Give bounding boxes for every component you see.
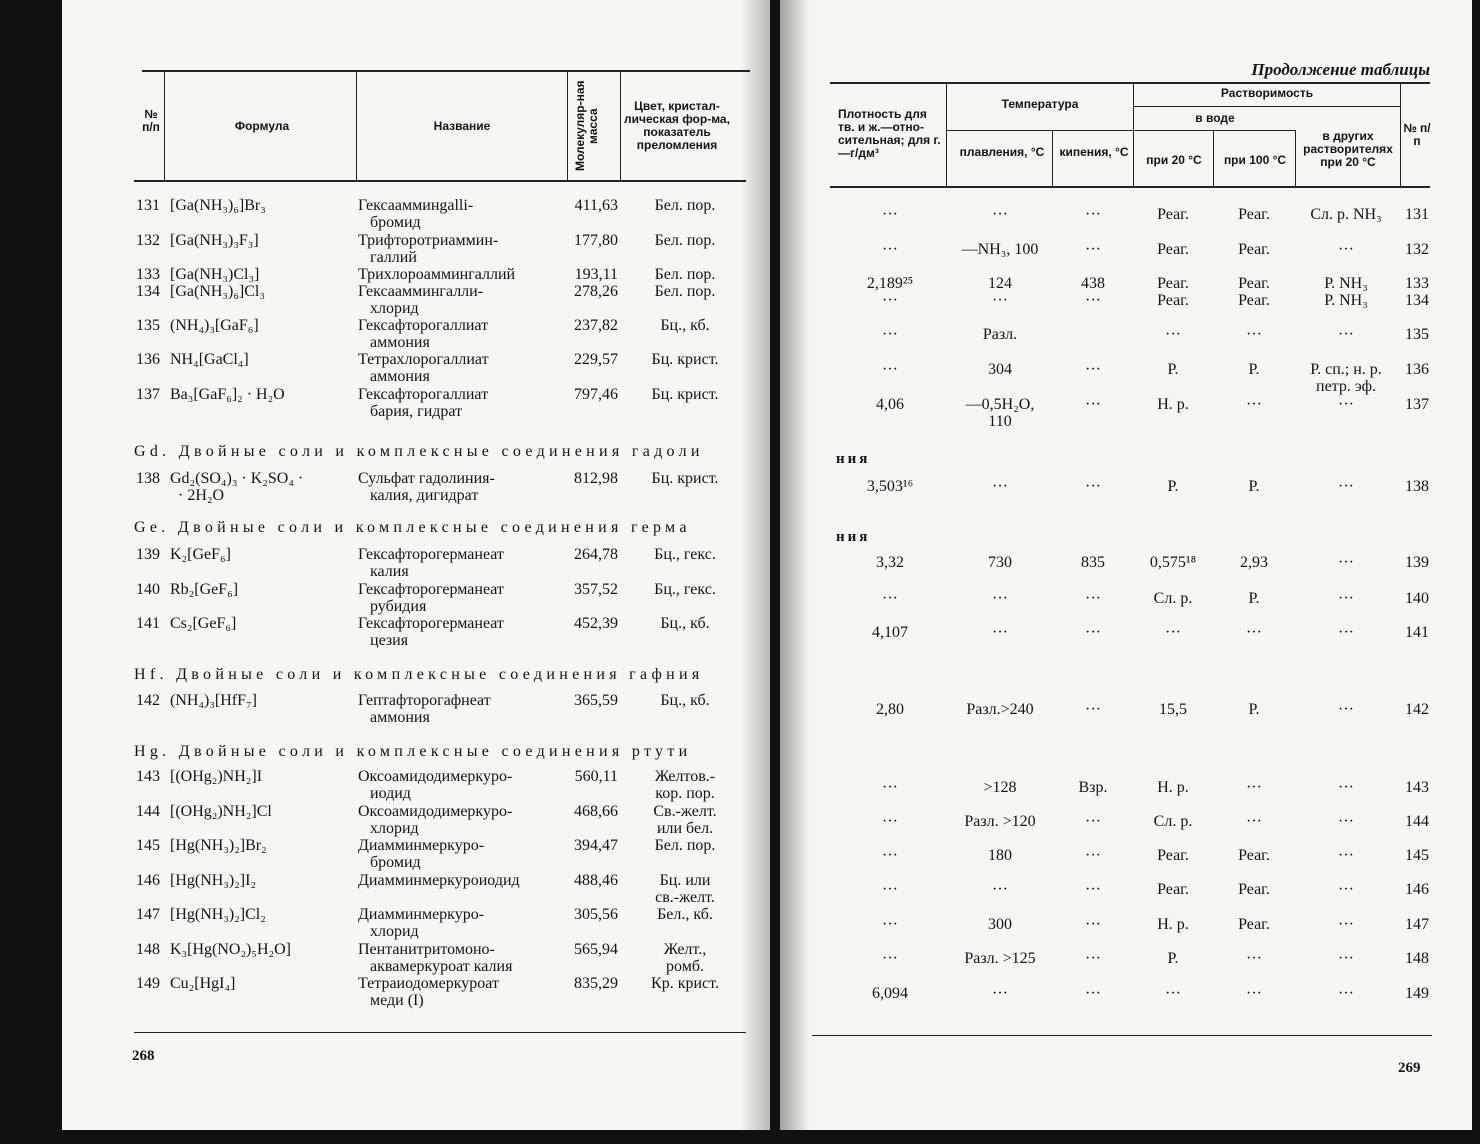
header-other-solvents: в других растворителях при 20 °C [1303,129,1393,169]
name-cell: Диамминмеркуро- хлорид [358,906,485,940]
mass-cell: 305,56 [574,906,618,923]
row-number: 149 [1405,985,1429,1002]
color-cell: Бц., кб. [660,615,710,632]
density-cell: ··· [882,779,898,796]
row-number: 135 [1405,326,1429,343]
name-cell: Гексафторогерманеат цезия [358,615,504,649]
formula-cell: Rb₂[GeF₆] [170,581,239,598]
density-cell: 4,06 [876,396,904,413]
melting-cell: Разл.>240 [966,701,1034,718]
mass-cell: 357,52 [574,581,618,598]
boiling-cell: ··· [1085,916,1101,933]
right-page [780,0,1472,1130]
name-cell: Трихлороаммингаллий [358,266,516,283]
other-solvents-cell: ··· [1338,881,1354,898]
row-number: 147 [136,906,160,923]
name-cell: Трифторотриаммин- галлий [358,232,499,266]
other-solvents-cell: ··· [1338,590,1354,607]
mass-cell: 565,94 [574,941,618,958]
header-at-20: при 20 °C [1146,153,1202,167]
other-solvents-cell: ··· [1338,326,1354,343]
header-num: № п/п [142,107,160,134]
boiling-cell: ··· [1085,206,1101,223]
density-cell: 4,107 [872,624,908,641]
header-formula: Формула [234,119,290,133]
header-at-100: при 100 °C [1223,153,1287,167]
melting-cell: ··· [992,478,1008,495]
color-cell: Бц. крист. [651,470,719,487]
other-solvents-cell: ··· [1338,624,1354,641]
solubility-20-cell: Реаг. [1157,275,1189,292]
solubility-20-cell: 0,575¹⁸ [1149,554,1197,571]
name-cell: Тетрахлорогаллиат аммония [358,351,489,385]
solubility-100-cell: Реаг. [1238,241,1270,258]
color-cell: Кр. крист. [651,975,719,992]
row-number: 138 [1405,478,1429,495]
boiling-cell: ··· [1085,950,1101,967]
melting-cell: ··· [992,590,1008,607]
solubility-20-cell: Р. [1167,361,1179,378]
name-cell: Тетраиодомеркуроат меди (I) [358,975,499,1009]
section-tail-gd: ния [836,451,871,467]
solubility-100-cell: ··· [1246,326,1262,343]
color-cell: Бел. пор. [654,283,716,300]
melting-cell: ··· [992,206,1008,223]
boiling-cell: ··· [1085,624,1101,641]
header-name: Название [433,119,491,133]
name-cell: Сульфат гадолиния- калия, дигидрат [358,470,495,504]
boiling-cell: ··· [1085,241,1101,258]
color-cell: Бел. пор. [654,232,716,249]
color-cell: Бел., кб. [657,906,713,923]
row-number: 134 [136,283,160,300]
density-cell: ··· [882,292,898,309]
solubility-100-cell: Реаг. [1238,206,1270,223]
name-cell: Гексафторогаллиат бария, гидрат [358,386,489,420]
density-cell: ··· [882,241,898,258]
boiling-cell: ··· [1085,813,1101,830]
solubility-20-cell: ··· [1165,326,1181,343]
solubility-100-cell: ··· [1246,985,1262,1002]
header-mass: Молекуляр-ная масса [573,80,600,172]
row-number: 131 [136,197,160,214]
name-cell: Оксоамидодимеркуро- иодид [358,768,513,802]
row-number: 134 [1405,292,1429,309]
formula-cell: [Ga(NH₃)₃F₃] [170,232,259,249]
row-number: 149 [136,975,160,992]
density-cell: ··· [882,326,898,343]
header-in-water: в воде [1195,111,1235,125]
mass-cell: 193,11 [574,266,618,283]
mass-cell: 278,26 [574,283,618,300]
other-solvents-cell: Р. NH₃ [1324,275,1368,292]
other-solvents-cell: Р. сп.; н. р. петр. эф. [1310,361,1382,395]
header-solubility: Растворимость [1220,86,1314,100]
formula-cell: [Ga(NH₃)Cl₃] [170,266,260,283]
density-cell: ··· [882,881,898,898]
density-cell: 2,189²⁵ [866,275,914,292]
density-cell: ··· [882,206,898,223]
density-cell: ··· [882,813,898,830]
solubility-100-cell: ··· [1246,396,1262,413]
row-number: 146 [1405,881,1429,898]
mass-cell: 488,46 [574,872,618,889]
mass-cell: 365,59 [574,692,618,709]
section-title-ge: Ge. Двойные соли и комплексные соединения герма [134,519,691,536]
melting-cell: 124 [988,275,1012,292]
color-cell: Бел. пор. [654,266,716,283]
name-cell: Диамминмеркуро- бромид [358,837,485,871]
solubility-100-cell: Реаг. [1238,847,1270,864]
solubility-20-cell: Реаг. [1157,206,1189,223]
melting-cell: —0,5H₂O, 110 [965,396,1035,430]
color-cell: Желтов.- кор. пор. [654,768,716,802]
melting-cell: —NH₃, 100 [961,241,1039,258]
other-solvents-cell: ··· [1338,813,1354,830]
row-number: 133 [1405,275,1429,292]
header-num: № п/п [1403,121,1431,148]
density-cell: 2,80 [876,701,904,718]
color-cell: Бц. крист. [651,386,719,403]
solubility-100-cell: ··· [1246,950,1262,967]
color-cell: Бц., кб. [660,692,710,709]
melting-cell: 730 [988,554,1012,571]
other-solvents-cell: Р. NH₃ [1324,292,1368,309]
formula-cell: [(OHg₂)NH₂]Cl [170,803,272,820]
row-number: 142 [136,692,160,709]
solubility-20-cell: Сл. р. [1153,813,1193,830]
boiling-cell: ··· [1085,361,1101,378]
density-cell: ··· [882,361,898,378]
boiling-cell: ··· [1085,292,1101,309]
melting-cell: >128 [983,779,1017,796]
solubility-20-cell: Н. р. [1157,779,1189,796]
header-boiling: кипения, °C [1059,145,1129,159]
melting-cell: Разл. >120 [964,813,1036,830]
row-number: 138 [136,470,160,487]
other-solvents-cell: Сл. р. NH₃ [1310,206,1382,223]
header-bottom-rule [830,186,1430,188]
mass-cell: 229,57 [574,351,618,368]
row-number: 140 [136,581,160,598]
continuation-label: Продолжение таблицы [1251,60,1430,79]
melting-cell: ··· [992,624,1008,641]
melting-cell: 180 [988,847,1012,864]
gutter-shadow [780,0,810,1130]
melting-cell: ··· [992,292,1008,309]
formula-cell: Cs₂[GeF₆] [170,615,237,632]
table-top-rule [830,82,1430,84]
formula-cell: NH₄[GaCl₄] [170,351,249,368]
solubility-20-cell: ··· [1165,985,1181,1002]
boiling-cell: Взр. [1078,779,1108,796]
color-cell: Св.-желт. или бел. [653,803,717,837]
table-bottom-rule [134,1032,746,1033]
name-cell: Гексаамминgalli- бромид [358,197,474,231]
other-solvents-cell: ··· [1338,241,1354,258]
solubility-20-cell: ··· [1165,624,1181,641]
boiling-cell: ··· [1085,478,1101,495]
row-number: 148 [1405,950,1429,967]
solubility-100-cell: Реаг. [1238,881,1270,898]
mass-cell: 264,78 [574,546,618,563]
formula-cell: K₃[Hg(NO₂)₅H₂O] [170,941,291,958]
name-cell: Гептафторогафнеат аммония [358,692,491,726]
solubility-100-cell: 2,93 [1240,554,1268,571]
density-cell: ··· [882,590,898,607]
row-number: 141 [1405,624,1429,641]
name-cell: Гексафторогерманеат рубидия [358,581,504,615]
solubility-20-cell: 15,5 [1159,701,1187,718]
melting-cell: 304 [988,361,1012,378]
section-tail-ge: ния [836,529,871,545]
row-number: 143 [1405,779,1429,796]
row-number: 137 [136,386,160,403]
solubility-20-cell: Р. [1167,478,1179,495]
formula-cell: Ba₃[GaF₆]₂ · H₂O [170,386,285,403]
section-title-hf: Hf. Двойные соли и комплексные соединения гафния [134,666,704,683]
boiling-cell: ··· [1085,881,1101,898]
boiling-cell: ··· [1085,396,1101,413]
section-title-gd: Gd. Двойные соли и комплексные соединения гадоли [134,443,704,460]
solubility-100-cell: Реаг. [1238,275,1270,292]
melting-cell: ··· [992,985,1008,1002]
left-page [62,0,770,1130]
header-melting: плавления, °C [959,145,1045,159]
formula-cell: (NH₄)₃[HfF₇] [170,692,257,709]
formula-cell: Cu₂[HgI₄] [170,975,236,992]
row-number: 146 [136,872,160,889]
density-cell: 3,503¹⁶ [866,478,914,495]
other-solvents-cell: ··· [1338,985,1354,1002]
color-cell: Бел. пор. [654,197,716,214]
solubility-100-cell: ··· [1246,813,1262,830]
row-number: 139 [1405,554,1429,571]
color-cell: Бел. пор. [654,837,716,854]
solubility-100-cell: Р. [1248,701,1260,718]
solubility-100-cell: Реаг. [1238,916,1270,933]
color-cell: Бц. или св.-желт. [655,872,715,906]
solubility-20-cell: Реаг. [1157,847,1189,864]
row-number: 141 [136,615,160,632]
solubility-20-cell: Реаг. [1157,241,1189,258]
row-number: 136 [1405,361,1429,378]
solubility-20-cell: Реаг. [1157,881,1189,898]
row-number: 142 [1405,701,1429,718]
solubility-100-cell: ··· [1246,624,1262,641]
name-cell: Гексафторогерманеат калия [358,546,504,580]
boiling-cell: ··· [1085,985,1101,1002]
mass-cell: 237,82 [574,317,618,334]
boiling-cell: 438 [1081,275,1105,292]
row-number: 147 [1405,916,1429,933]
row-number: 148 [136,941,160,958]
solubility-20-cell: Н. р. [1157,916,1189,933]
name-cell: Диамминмеркуроиодид [358,872,520,889]
boiling-cell: ··· [1085,701,1101,718]
solubility-20-cell: Сл. р. [1153,590,1193,607]
mass-cell: 452,39 [574,615,618,632]
density-cell: ··· [882,950,898,967]
formula-cell: [Hg(NH₃)₂]I₂ [170,872,257,889]
density-cell: ··· [882,916,898,933]
solubility-100-cell: Реаг. [1238,292,1270,309]
boiling-cell: ··· [1085,847,1101,864]
mass-cell: 177,80 [574,232,618,249]
formula-cell: [Ga(NH₃)₆]Cl₃ [170,283,265,300]
other-solvents-cell: ··· [1338,554,1354,571]
color-cell: Бц. крист. [651,351,719,368]
solubility-100-cell: Р. [1248,478,1260,495]
page-number-left: 268 [132,1048,155,1064]
row-number: 144 [136,803,160,820]
page-number-right: 269 [1398,1060,1421,1076]
other-solvents-cell: ··· [1338,779,1354,796]
color-cell: Бц., гекс. [654,581,716,598]
name-cell: Гексафторогаллиат аммония [358,317,489,351]
melting-cell: Разл. >125 [964,950,1036,967]
mass-cell: 797,46 [574,386,618,403]
row-number: 131 [1405,206,1429,223]
name-cell: Оксоамидодимеркуро- хлорид [358,803,513,837]
mass-cell: 560,11 [574,768,618,785]
formula-cell: [Hg(NH₃)₂]Cl₂ [170,906,266,923]
other-solvents-cell: ··· [1338,701,1354,718]
density-cell: 3,32 [876,554,904,571]
mass-cell: 812,98 [574,470,618,487]
melting-cell: ··· [992,881,1008,898]
melting-cell: Разл. [982,326,1018,343]
mass-cell: 468,66 [574,803,618,820]
row-number: 136 [136,351,160,368]
solubility-20-cell: Реаг. [1157,292,1189,309]
mass-cell: 835,29 [574,975,618,992]
formula-cell: (NH₄)₃[GaF₆] [170,317,259,334]
header-color: Цвет, кристал-лическая фор-ма, показатель преломления [624,99,730,152]
solubility-20-cell: Р. [1167,950,1179,967]
row-number: 132 [1405,241,1429,258]
other-solvents-cell: ··· [1338,916,1354,933]
row-number: 135 [136,317,160,334]
row-number: 145 [1405,847,1429,864]
color-cell: Бц., кб. [660,317,710,334]
table-top-rule [142,70,750,72]
formula-cell: [Ga(NH₃)₆]Br₃ [170,197,266,214]
header-temperature: Температура [1001,97,1079,111]
color-cell: Бц., гекс. [654,546,716,563]
row-number: 132 [136,232,160,249]
name-cell: Гексааммингалли- хлорид [358,283,484,317]
formula-cell: [(OHg₂)NH₂]I [170,768,263,785]
boiling-cell: ··· [1085,590,1101,607]
formula-cell: [Hg(NH₃)₂]Br₂ [170,837,267,854]
other-solvents-cell: ··· [1338,478,1354,495]
solubility-20-cell: Н. р. [1157,396,1189,413]
color-cell: Желт., ромб. [663,941,707,975]
mass-cell: 394,47 [574,837,618,854]
row-number: 143 [136,768,160,785]
solubility-100-cell: Р. [1248,361,1260,378]
solubility-100-cell: Р. [1248,590,1260,607]
boiling-cell: 835 [1081,554,1105,571]
density-cell: 6,094 [872,985,908,1002]
row-number: 139 [136,546,160,563]
row-number: 137 [1405,396,1429,413]
solubility-100-cell: ··· [1246,779,1262,796]
row-number: 144 [1405,813,1429,830]
mass-cell: 411,63 [574,197,618,214]
other-solvents-cell: ··· [1338,847,1354,864]
formula-cell: Gd₂(SO₄)₃ · K₂SO₄ · · 2H₂O [170,470,304,504]
table-bottom-rule [812,1035,1432,1036]
row-number: 145 [136,837,160,854]
header-bottom-rule [134,180,746,182]
name-cell: Пентанитритомоно- аквамеркуроат калия [358,941,513,975]
formula-cell: K₂[GeF₆] [170,546,231,563]
melting-cell: 300 [988,916,1012,933]
other-solvents-cell: ··· [1338,950,1354,967]
row-number: 140 [1405,590,1429,607]
density-cell: ··· [882,847,898,864]
row-number: 133 [136,266,160,283]
header-density: Плотность для тв. и ж.—отно-сительная; для г.—г/дм³ [838,107,941,160]
other-solvents-cell: ··· [1338,396,1354,413]
section-title-hg: Hg. Двойные соли и комплексные соединения ртути [134,743,692,760]
